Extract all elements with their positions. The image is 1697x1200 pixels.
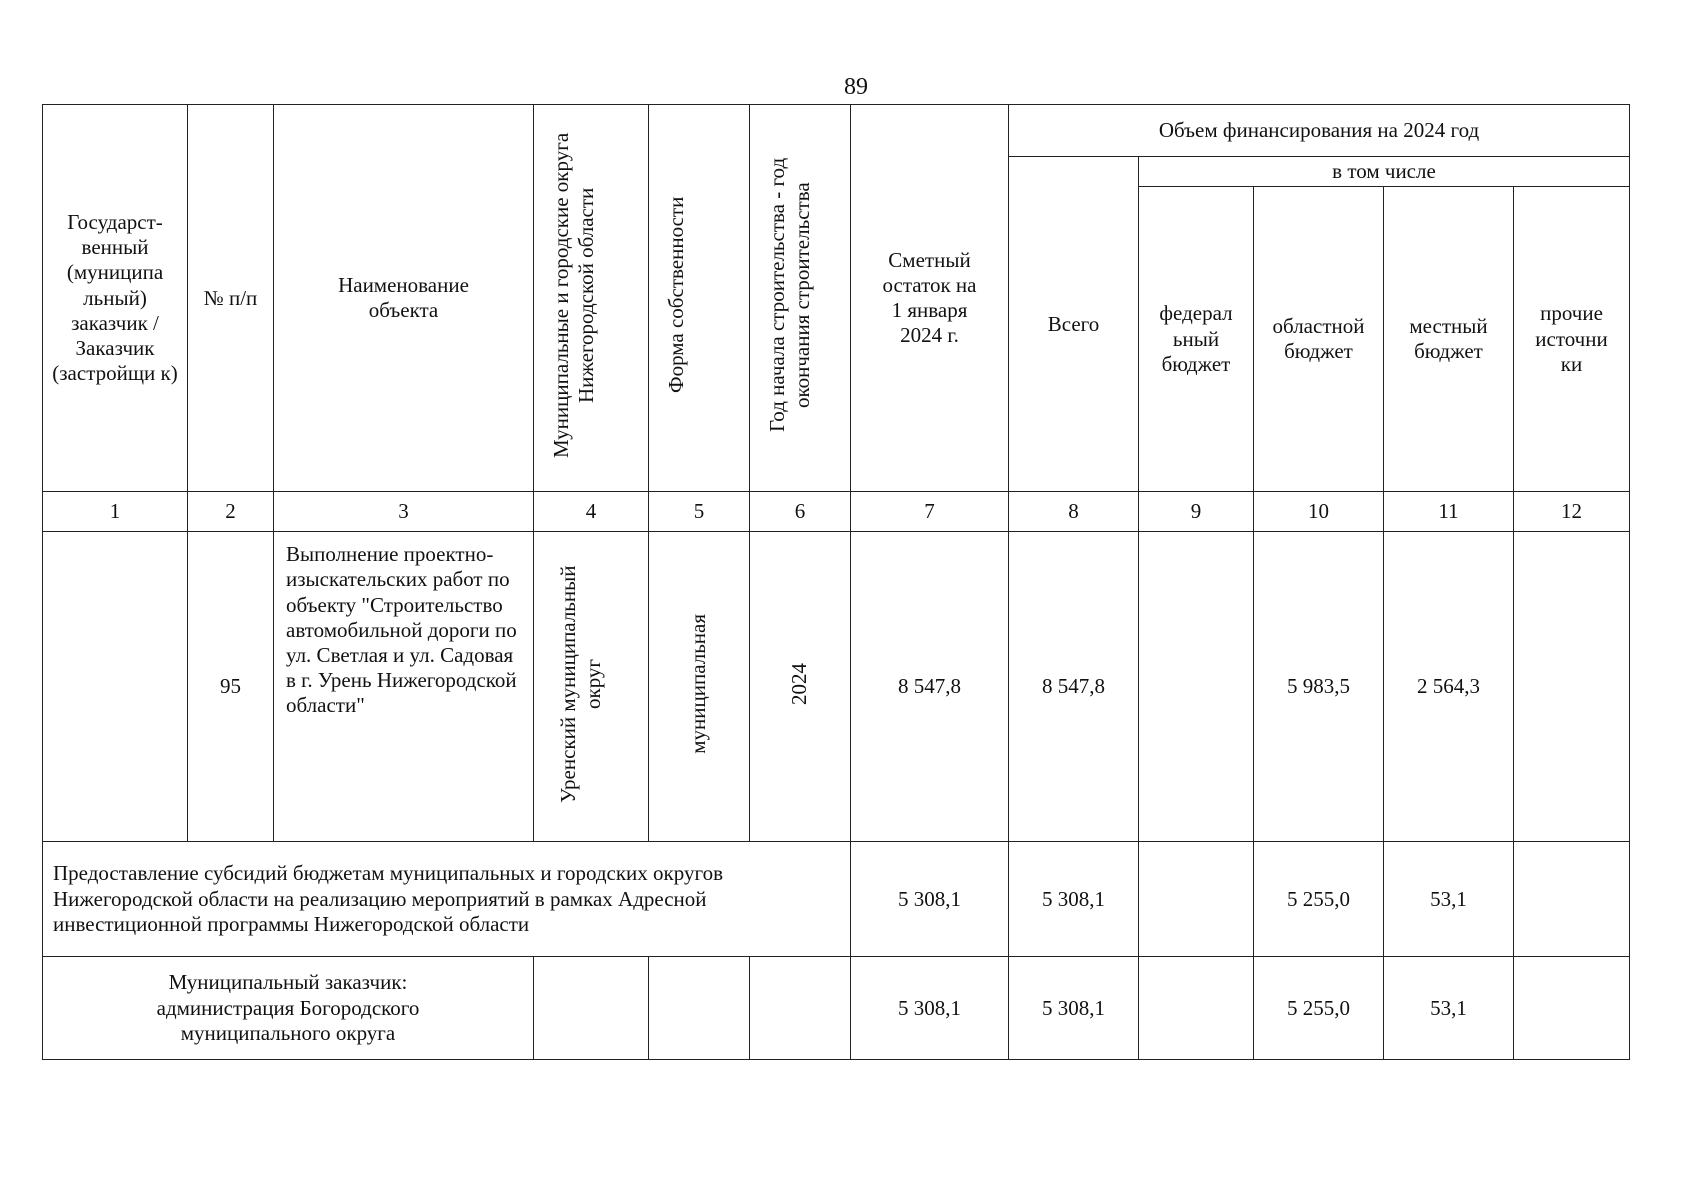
customer-balance: 5 308,1 [851,957,1009,1060]
column-number: 10 [1254,492,1384,532]
header-district-text: Муниципальные и городские округа Нижегородской области [549,132,599,458]
column-number: 5 [649,492,750,532]
row-balance: 8 547,8 [851,532,1009,842]
column-number: 4 [534,492,649,532]
subsidy-other [1514,842,1630,957]
customer-description: Муниципальный заказчик: администрация Богородского муниципального округа [43,957,534,1060]
header-years-text: Год начала строительства - год окончания строительства [765,157,815,433]
customer-federal [1139,957,1254,1060]
customer-empty-5 [649,957,750,1060]
header-district [534,105,649,492]
column-number: 11 [1384,492,1514,532]
row-regional: 5 983,5 [1254,532,1384,842]
row-object-name: Выполнение проектно-изыскательских работ по объекту "Строительство автомобильной дороги по ул. Светлая и ул. Садовая в г. Урень Нижегородской области" [274,532,534,842]
header-number: № п/п [188,105,274,492]
header-balance: Сметный остаток на 1 января 2024 г. [851,105,1009,492]
header-total: Всего [1009,157,1139,492]
column-number: 9 [1139,492,1254,532]
column-number-row [43,492,1630,532]
column-number: 7 [851,492,1009,532]
subsidy-local: 53,1 [1384,842,1514,957]
row-years [750,532,851,842]
row-district [534,532,649,842]
row-years-text: 2024 [787,662,812,705]
header-ownership-text: Форма собственности [664,196,688,394]
header-object-name: Наименование объекта [274,105,534,492]
row-number: 95 [188,532,274,842]
row-ownership [649,532,750,842]
row-total: 8 547,8 [1009,532,1139,842]
row-district-text: Уренский муниципальный округ [556,564,606,803]
header-including: в том числе [1139,157,1630,187]
row-local: 2 564,3 [1384,532,1514,842]
subsidy-balance: 5 308,1 [851,842,1009,957]
header-federal: федерал ьный бюджет [1139,187,1254,492]
header-funding-group: Объем финансирования на 2024 год [1009,105,1630,157]
subsidy-regional: 5 255,0 [1254,842,1384,957]
header-regional: областной бюджет [1254,187,1384,492]
column-number: 3 [274,492,534,532]
header-other: прочие источни ки [1514,187,1630,492]
column-number: 8 [1009,492,1139,532]
column-number: 1 [43,492,188,532]
customer-total: 5 308,1 [1009,957,1139,1060]
row-customer [43,532,188,842]
column-number: 2 [188,492,274,532]
column-number: 12 [1514,492,1630,532]
row-ownership-text: муниципальная [686,613,711,754]
subsidy-description: Предоставление субсидий бюджетам муниципальных и городских округов Нижегородской области на реализацию мероприятий в рамках Адресной инвестиционной программы Нижегородской области [43,842,851,957]
customer-empty-6 [750,957,851,1060]
row-federal [1139,532,1254,842]
customer-empty-4 [534,957,649,1060]
column-number: 6 [750,492,851,532]
customer-row [43,957,1630,1060]
header-years [750,105,851,492]
table-row [43,532,1630,842]
customer-regional: 5 255,0 [1254,957,1384,1060]
header-customer: Государст-венный (муниципа льный) заказчик / Заказчик (застройщи к) [43,105,188,492]
financing-table [42,104,1630,1060]
subsidy-total: 5 308,1 [1009,842,1139,957]
subsidy-federal [1139,842,1254,957]
page-number: 89 [844,74,868,100]
header-local: местный бюджет [1384,187,1514,492]
row-other [1514,532,1630,842]
subsidy-row [43,842,1630,957]
header-ownership [649,105,750,492]
customer-other [1514,957,1630,1060]
customer-local: 53,1 [1384,957,1514,1060]
